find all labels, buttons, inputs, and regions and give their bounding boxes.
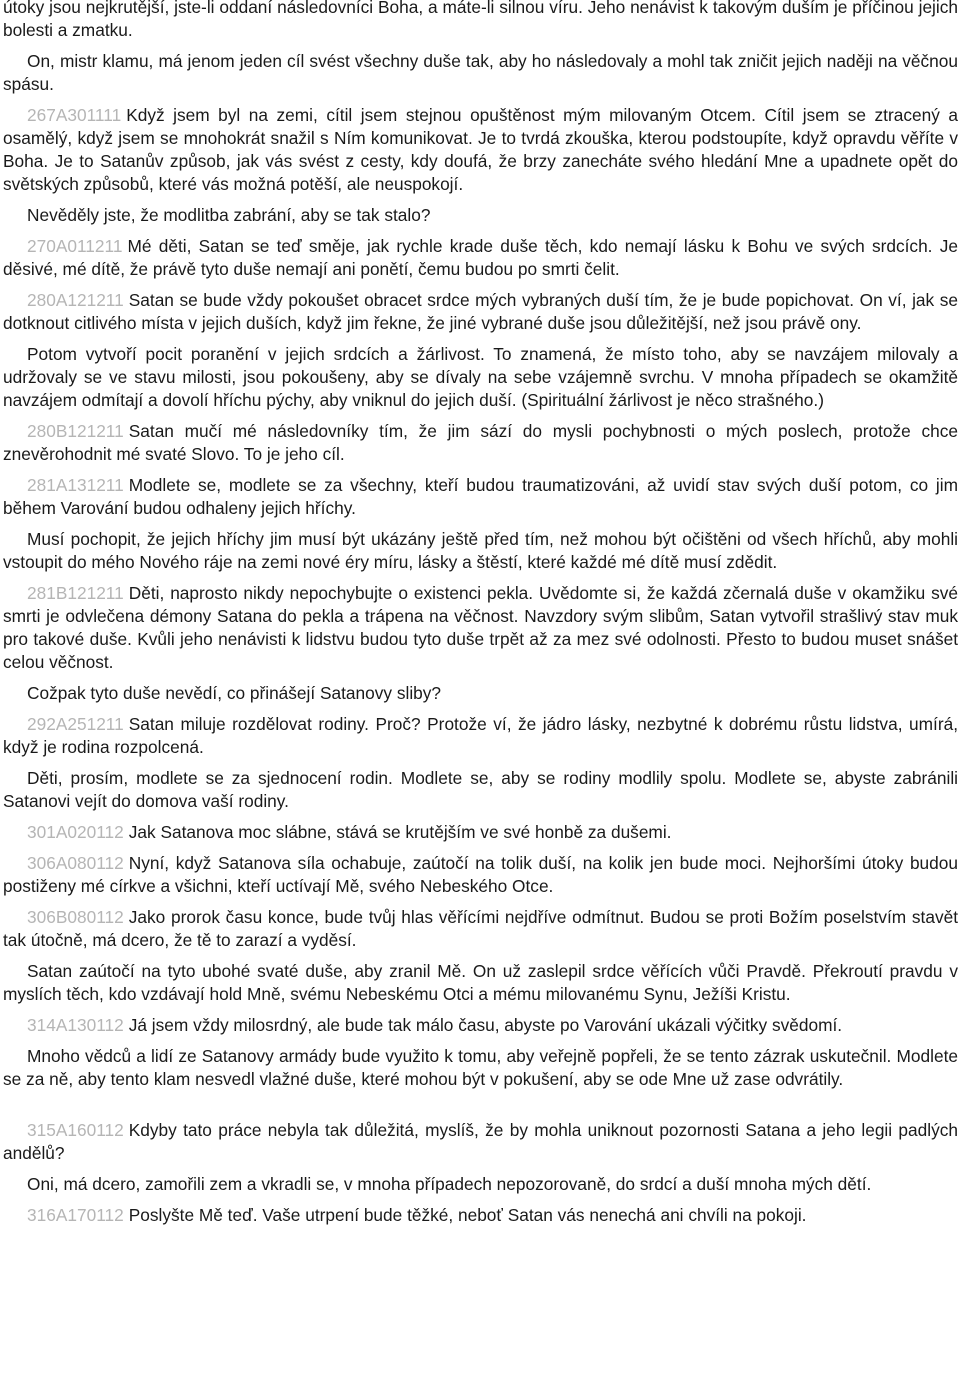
message-paragraph xyxy=(3,582,958,674)
paragraph xyxy=(3,0,958,42)
paragraph xyxy=(3,682,958,705)
message-paragraph xyxy=(3,906,958,952)
paragraph-text: Děti, naprosto nikdy nepochybujte o existenci pekla. Uvědomte si, že každá zčernalá duše v okamžiku své smrti je odvlečena démony Satana do pekla a trápena na věčnost. Navzdory svým slibům, Satan vytvořil strašlivý stav muk pro takové duše. Kvůli jeho nenávisti k lidstvu budou tyto duše trpět až za mez své odolnosti. Přesto to budou muset snášet celou věčnost. xyxy=(3,583,958,672)
message-paragraph xyxy=(3,852,958,898)
message-code: 315A160112 xyxy=(27,1120,124,1140)
message-paragraph xyxy=(3,713,958,759)
message-paragraph xyxy=(3,1119,958,1165)
paragraph-text: Nyní, když Satanova síla ochabuje, zaútočí na tolik duší, na kolik jen bude moci. Nejhoršími útoky budou postiženy mé církve a všichni, kteří uctívají Mě, svého Nebeského Otce. xyxy=(3,853,958,896)
paragraph-text: Kdyby tato práce nebyla tak důležitá, myslíš, že by mohla uniknout pozornosti Satana a jeho legii padlých andělů? xyxy=(3,1120,958,1163)
message-paragraph xyxy=(3,235,958,281)
message-code: 314A130112 xyxy=(27,1015,124,1035)
message-code: 301A020112 xyxy=(27,822,124,842)
paragraph-text: Poslyšte Mě teď. Vaše utrpení bude těžké, neboť Satan vás nenechá ani chvíli na pokoji. xyxy=(128,1205,807,1225)
paragraph xyxy=(3,50,958,96)
paragraph-text: Mé děti, Satan se teď směje, jak rychle krade duše těch, kdo nemají lásku k Bohu ve svých srdcích. Je děsivé, mé dítě, že právě tyto duše nemají ani ponětí, čemu budou po smrti čelit. xyxy=(3,236,958,279)
paragraph-text: Satan mučí mé následovníky tím, že jim sází do mysli pochybnosti o mých poslech, protože chce znevěrohodnit mé svaté Slovo. To je jeho cíl. xyxy=(3,421,958,464)
paragraph-text: Nevěděly jste, že modlitba zabrání, aby se tak stalo? xyxy=(27,205,431,225)
message-code: 306B080112 xyxy=(27,907,124,927)
paragraph-text: Modlete se, modlete se za všechny, kteří budou traumatizováni, až uvidí stav svých duší potom, co jim během Varování budou odhaleny jejich hříchy. xyxy=(3,475,958,518)
paragraph xyxy=(3,528,958,574)
message-code: 270A011211 xyxy=(27,236,123,256)
paragraph-text: Satan miluje rozdělovat rodiny. Proč? Protože ví, že jádro lásky, nezbytné k dobrému růstu lidstva, umírá, když je rodina rozpolcená. xyxy=(3,714,958,757)
paragraph xyxy=(3,1173,958,1196)
message-code: 292A251211 xyxy=(27,714,124,734)
paragraph-text: Jako prorok času konce, bude tvůj hlas věřícími nejdříve odmítnut. Budou se proti Božím poselstvím stavět tak útočně, má dcero, že tě to zarazí a vyděsí. xyxy=(3,907,958,950)
paragraph xyxy=(3,1045,958,1091)
paragraph xyxy=(3,960,958,1006)
paragraph-text: Cožpak tyto duše nevědí, co přinášejí Satanovy sliby? xyxy=(27,683,442,703)
paragraph-text: Když jsem byl na zemi, cítil jsem stejnou opuštěnost mým milovaným Otcem. Cítil jsem se ztracený a osamělý, když jsem se mnohokrát snažil s Ním komunikovat. Je to tvrdá zkouška, kterou podstoupíte, když opravdu věříte v Boha. Je to Satanův způsob, jak vás svést z cesty, kdy doufá, že brzy zanecháte svého hledání Mne a upadnete opět do světských způsobů, které vás možná potěší, ale neuspokojí. xyxy=(3,105,958,194)
paragraph-text: Musí pochopit, že jejich hříchy jim musí být ukázány ještě před tím, než mohou být očištěni od všech hříchů, aby mohli vstoupit do mého Nového ráje na zemi nové éry míru, lásky a štěstí, které každé mé dítě musí zdědit. xyxy=(3,529,958,572)
message-code: 267A301111 xyxy=(27,105,122,125)
message-paragraph xyxy=(3,821,958,844)
message-code: 281B121211 xyxy=(27,583,124,603)
message-code: 306A080112 xyxy=(27,853,124,873)
message-code: 280B121211 xyxy=(27,421,124,441)
paragraph-text: Oni, má dcero, zamořili zem a vkradli se, v mnoha případech nepozorovaně, do srdcí a duší mnoha mých dětí. xyxy=(27,1174,872,1194)
document-page xyxy=(3,0,958,1235)
message-paragraph xyxy=(3,420,958,466)
paragraph-text: Jak Satanova moc slábne, stává se krutějším ve své honbě za dušemi. xyxy=(128,822,672,842)
message-code: 280A121211 xyxy=(27,290,124,310)
paragraph-text: útoky jsou nejkrutější, jste-li oddaní následovníci Boha, a máte-li silnou víru. Jeho nenávist k takovým duším je příčinou jejich bolesti a zmatku. xyxy=(3,0,958,40)
paragraph-text: Satan zaútočí na tyto ubohé svaté duše, aby zranil Mě. On už zaslepil srdce věřících vůči Pravdě. Překroutí pravdu v myslích těch, kdo vzdávají hold Mně, svému Nebeskému Otci a mému milovanému Synu, Ježíši Kristu. xyxy=(3,961,958,1004)
message-code: 316A170112 xyxy=(27,1205,124,1225)
message-code: 281A131211 xyxy=(27,475,124,495)
paragraph-text: Potom vytvoří pocit poranění v jejich srdcích a žárlivost. To znamená, že místo toho, aby se navzájem milovaly a udržovaly se ve stavu milosti, jsou pokoušeny, aby se dívaly na sebe vzájemně svrchu. V mnoha případech se okamžitě navzájem odmítají a dovolí hříchu pýchy, aby vniknul do jejich duší. (Spirituální žárlivost je něco strašného.) xyxy=(3,344,958,410)
paragraph xyxy=(3,343,958,412)
paragraph-text: Satan se bude vždy pokoušet obracet srdce mých vybraných duší tím, že je bude popichovat. On ví, jak se dotknout citlivého místa v jejich duších, když jim řekne, že jiné vybrané duše jsou důležitější, než jsou právě ony. xyxy=(3,290,958,333)
paragraph xyxy=(3,767,958,813)
message-paragraph xyxy=(3,1204,958,1227)
paragraph-text: On, mistr klamu, má jenom jeden cíl svést všechny duše tak, aby ho následovaly a mohl tak zničit jejich naději na věčnou spásu. xyxy=(3,51,958,94)
paragraph-text: Mnoho vědců a lidí ze Satanovy armády bude využito k tomu, aby veřejně popřeli, že se tento zázrak uskutečnil. Modlete se za ně, aby tento klam nesvedl vlažné duše, které mohou být v pokušení, aby se ode Mne už zase odvrátily. xyxy=(3,1046,958,1089)
message-paragraph xyxy=(3,104,958,196)
paragraph-text: Já jsem vždy milosrdný, ale bude tak málo času, abyste po Varování ukázali výčitky svědomí. xyxy=(128,1015,843,1035)
message-paragraph xyxy=(3,289,958,335)
message-paragraph xyxy=(3,474,958,520)
paragraph-text: Děti, prosím, modlete se za sjednocení rodin. Modlete se, aby se rodiny modlily spolu. Modlete se, abyste zabránili Satanovi vejít do domova vaší rodiny. xyxy=(3,768,958,811)
message-paragraph xyxy=(3,1014,958,1037)
paragraph xyxy=(3,204,958,227)
